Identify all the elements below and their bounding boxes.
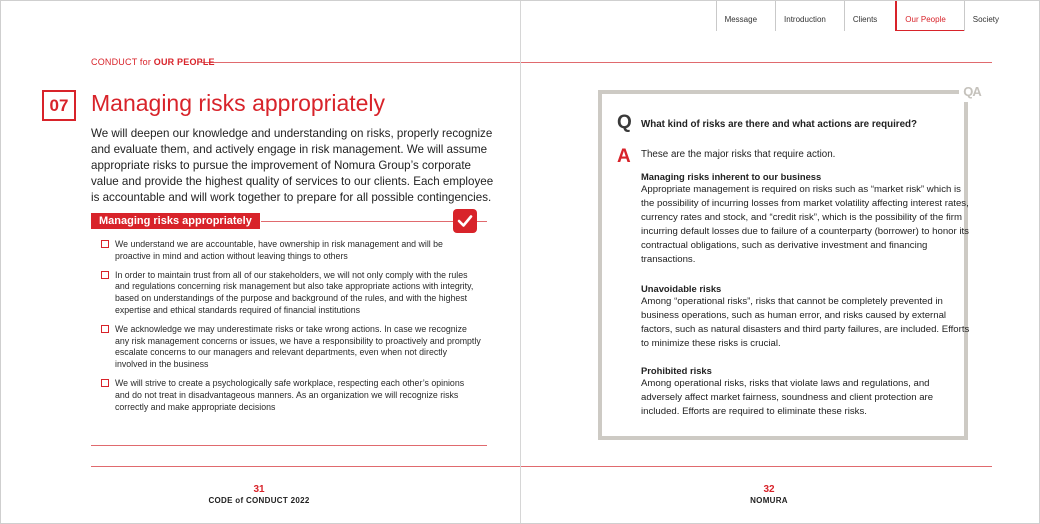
risk-body: Appropriate management is required on risks such as “market risk” which is the possibility of incurring losses from market volatility affecting interest rates, currency rates and stock, and “credit risk”, which is the possibility of the firm incurring default losses due to failure of a counterparty (borrower) to honor its contractual obligations, such as derivative investment and financing transactions. (641, 184, 969, 265)
list-item (101, 270, 481, 317)
section-label (91, 57, 215, 67)
checkbox-icon (101, 271, 109, 279)
page-number-right: 32 (763, 484, 775, 495)
chapter-number: 07 (42, 90, 76, 121)
list-bottom-rule (91, 445, 487, 446)
nomura-logo: NOMURA (750, 496, 788, 505)
tab-our-people[interactable]: Our People (895, 1, 963, 31)
footer-title-left: CODE of CONDUCT 2022 (208, 496, 310, 505)
qa-badge-text: QA (963, 83, 981, 99)
tab-society[interactable]: Society (964, 1, 1017, 31)
page-divider (520, 1, 521, 523)
checkbox-icon (101, 325, 109, 333)
intro-paragraph: We will deepen our knowledge and understanding on risks, properly recognize and evaluate them, and actively engage in risk management. We will assume appropriate risks to pursue the improvement of Nomura Group’s corporate value and provide the highest quality of services to our clients. Each employee is accountable and will work together to prepare for all possible contingencies. (91, 127, 494, 204)
list-item (101, 378, 481, 413)
list-item-text: We understand we are accountable, have ownership in risk management and will be proactive in mind and action without leaving things to others (115, 239, 443, 261)
risk-block-prohibited (641, 365, 971, 419)
risk-heading: Unavoidable risks (641, 283, 722, 294)
answer-lead: These are the major risks that require action. (641, 149, 836, 160)
checkmark-icon (453, 209, 477, 233)
checkbox-icon (101, 379, 109, 387)
risk-body: Among “operational risks”, risks that cannot be completely prevented in business operations, such as human error, and risks caused by external factors, such as natural disasters and third party failures, are included. Efforts to minimize these risks is crucial. (641, 296, 970, 349)
page-number-left: 31 (253, 484, 265, 495)
section-banner: Managing risks appropriately (91, 213, 260, 229)
risk-heading: Managing risks inherent to our business (641, 171, 822, 182)
qa-badge (959, 80, 985, 102)
footer-rule-left (91, 466, 520, 467)
section-nav (716, 1, 1017, 31)
commitment-list (101, 239, 481, 420)
checkbox-icon (101, 240, 109, 248)
header-rule-right (521, 62, 992, 63)
risk-body: Among operational risks, risks that violate laws and regulations, and adversely affect market fairness, soundness and client protection are included. Efforts are required to eliminate these risks. (641, 378, 934, 417)
list-item (101, 239, 481, 263)
section-emphasis: OUR PEOPLE (153, 57, 215, 67)
footer-rule-right (521, 466, 992, 467)
risk-block-unavoidable (641, 283, 971, 351)
tab-introduction[interactable]: Introduction (775, 1, 844, 31)
question-marker: Q (617, 112, 632, 133)
question-text: What kind of risks are there and what actions are required? (641, 119, 918, 130)
list-item-text: In order to maintain trust from all of our stakeholders, we will not only comply with the rules and regulations concerning risk management but also take appropriate actions with integrity, based on understandings of the purpose and background of the rules, and with the highest expertise and ethical standards required of financial institutions (115, 269, 474, 315)
section-prefix: CONDUCT for (91, 57, 154, 67)
list-item-text: We acknowledge we may underestimate risks or take wrong actions. In case we recognize any risk management concerns or issues, we have a responsibility to proactively and promptly escalate concerns to our managers and relevant departments, even when not directly involved in the business (115, 323, 481, 370)
risk-heading: Prohibited risks (641, 365, 712, 376)
risk-block-inherent (641, 171, 971, 267)
answer-marker: A (617, 146, 631, 167)
tab-clients[interactable]: Clients (844, 1, 895, 31)
list-item-text: We will strive to create a psychologically safe workplace, respecting each other’s opinions and do not treat in disadvantageous manners. As an organization we will recognize risks correctly and make appropriate decisions (115, 377, 465, 412)
page-title: Managing risks appropriately (91, 90, 386, 116)
header-rule-left (201, 62, 520, 63)
list-item (101, 324, 481, 371)
tab-message[interactable]: Message (716, 1, 775, 31)
